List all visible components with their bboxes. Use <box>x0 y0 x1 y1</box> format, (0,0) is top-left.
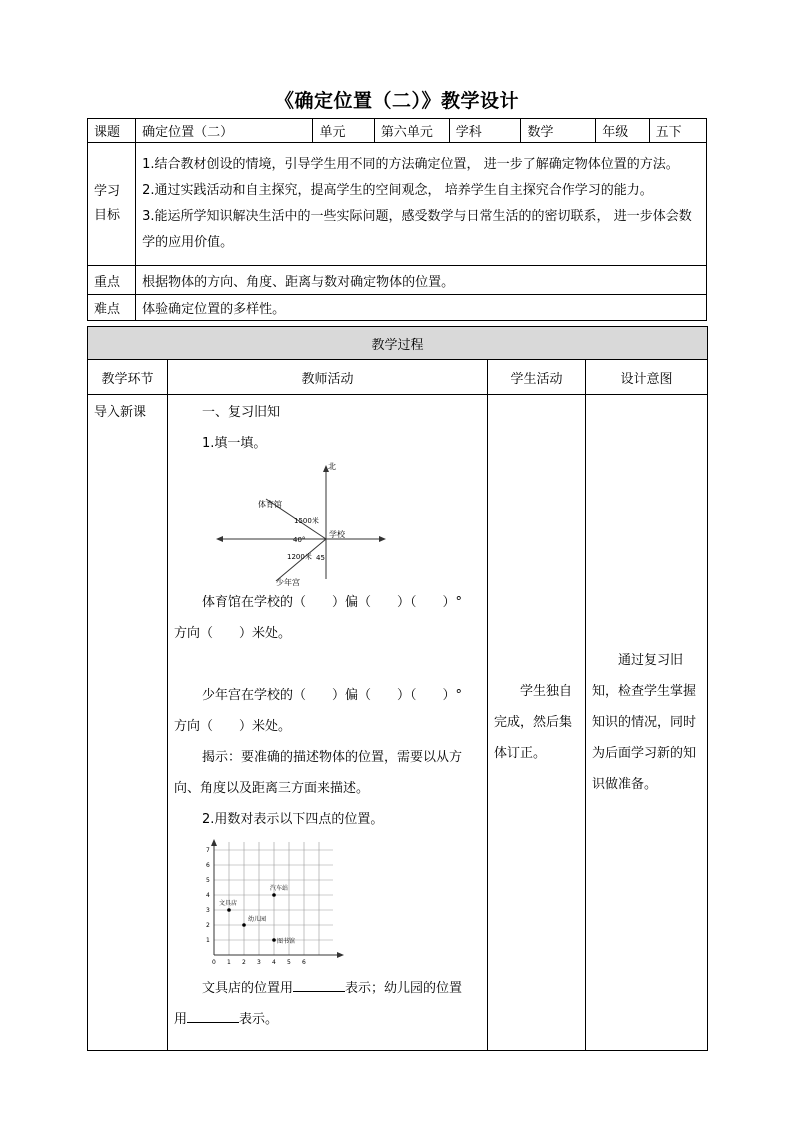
subject-label: 学科 <box>449 119 521 143</box>
difficulty-row <box>88 295 707 321</box>
reveal-line1: 揭示：要准确的描述物体的位置，需要以从方 <box>202 750 463 765</box>
fill-use-text: 用 <box>174 1012 188 1027</box>
y-tick-label: 4 <box>206 892 210 899</box>
label-stationery: 文具店 <box>219 900 238 907</box>
student-text: 学生独自完成，然后集体订正。 <box>494 684 573 761</box>
topic-row <box>88 119 707 143</box>
point-library <box>272 938 276 942</box>
col-stage: 教学环节 <box>88 360 168 395</box>
point-stationery <box>227 908 231 912</box>
q1-palace-line2: 方向（ ）米处。 <box>174 719 292 734</box>
difficulty-text: 体验确定位置的多样性。 <box>136 295 707 321</box>
q1-gym-line2: 方向（ ）米处。 <box>174 626 292 641</box>
x-tick-label: 6 <box>302 959 306 966</box>
fill-kinder-text: 表示；幼儿园的位置 <box>345 981 463 996</box>
goal-item: 2.通过实践活动和自主探究，提高学生的空间观念， 培养学生自主探究合作学习的能力。 <box>142 183 653 198</box>
teacher-activity <box>168 395 488 1051</box>
process-band: 教学过程 <box>88 327 708 360</box>
process-table <box>87 326 708 1051</box>
process-header-row <box>88 360 708 395</box>
kinder-answer-blank[interactable] <box>187 1022 239 1023</box>
col-intent: 设计意图 <box>586 360 708 395</box>
point-kinder <box>242 923 246 927</box>
west-arrowhead <box>216 536 223 542</box>
intent-text: 通过复习旧知，检查学生掌握知识的情况，同时为后面学习新的知识做准备。 <box>592 653 697 792</box>
q1-title: 1.填一填。 <box>202 436 267 451</box>
grade-value: 五下 <box>649 119 706 143</box>
stationery-answer-blank[interactable] <box>293 991 345 992</box>
x-tick-label: 0 <box>212 959 216 966</box>
info-table <box>87 118 707 321</box>
fill-end-text: 表示。 <box>239 1012 279 1027</box>
key-point-text: 根据物体的方向、角度、距离与数对确定物体的位置。 <box>136 266 707 295</box>
x-axis-arrowhead <box>337 952 344 958</box>
y-axis-arrowhead <box>211 839 217 846</box>
grade-label: 年级 <box>596 119 649 143</box>
col-teacher: 教师活动 <box>168 360 488 395</box>
palace-distance: 1200米 <box>287 553 312 561</box>
q1-gym-line1: 体育馆在学校的（ ）偏（ ）（ ）° <box>202 595 463 610</box>
topic-value: 确定位置（二） <box>136 119 313 143</box>
q2-title: 2.用数对表示以下四点的位置。 <box>202 812 384 827</box>
key-point-label: 重点 <box>88 266 136 295</box>
intro-row <box>88 395 708 1051</box>
label-bus: 汽车站 <box>270 885 289 892</box>
compass-diagram <box>214 461 364 587</box>
reveal-line2: 向、角度以及距离三方面来描述。 <box>174 781 370 796</box>
y-tick-label: 6 <box>206 862 210 869</box>
goal-item: 3.能运所学知识解决生活中的一些实际问题，感受数学与日常生活的的密切联系， 进一步体会数学的应用价值。 <box>142 209 692 250</box>
document-title: 《确定位置（二）》教学设计 <box>274 90 519 112</box>
east-arrowhead <box>379 536 386 542</box>
fill-stationery-text: 文具店的位置用 <box>202 981 294 996</box>
design-intent <box>586 395 708 1051</box>
y-tick-label: 2 <box>206 922 210 929</box>
point-bus <box>272 893 276 897</box>
x-tick-label: 5 <box>287 959 291 966</box>
gym-angle: 40° <box>293 536 306 544</box>
goal-item: 1.结合教材创设的情境，引导学生用不同的方法确定位置， 进一步了解确定物体位置的方法。 <box>142 157 679 172</box>
x-tick-label: 1 <box>227 959 231 966</box>
topic-label: 课题 <box>88 119 136 143</box>
difficulty-label: 难点 <box>88 295 136 321</box>
section-heading: 一、复习旧知 <box>202 405 281 420</box>
q1-palace-line1: 少年宫在学校的（ ）偏（ ）（ ）° <box>202 688 463 703</box>
y-tick-label: 1 <box>206 937 210 944</box>
gym-label: 体育馆 <box>258 500 282 509</box>
col-student: 学生活动 <box>488 360 586 395</box>
goals-content <box>136 143 707 266</box>
goals-label: 学习目标 <box>88 143 136 266</box>
unit-value: 第六单元 <box>374 119 449 143</box>
label-library: 图书馆 <box>277 938 296 945</box>
student-activity <box>488 395 586 1051</box>
y-tick-label: 7 <box>206 847 210 854</box>
coordinate-grid <box>202 839 352 969</box>
fill-line2 <box>174 1004 481 1035</box>
label-kinder: 幼儿园 <box>248 916 267 923</box>
y-tick-label: 5 <box>206 877 210 884</box>
key-point-row <box>88 266 707 295</box>
gym-distance: 1500米 <box>294 517 319 525</box>
x-tick-label: 2 <box>242 959 246 966</box>
y-tick-label: 3 <box>206 907 210 914</box>
x-tick-label: 4 <box>272 959 276 966</box>
palace-label: 少年宫 <box>276 578 300 587</box>
subject-value: 数学 <box>521 119 596 143</box>
stage-name: 导入新课 <box>88 395 168 1051</box>
palace-angle: 45 <box>316 554 325 562</box>
unit-label: 单元 <box>313 119 374 143</box>
fill-line1 <box>174 973 481 1004</box>
goals-row <box>88 143 707 266</box>
north-label: 北 <box>328 462 336 471</box>
school-label: 学校 <box>329 530 345 539</box>
x-tick-label: 3 <box>257 959 261 966</box>
